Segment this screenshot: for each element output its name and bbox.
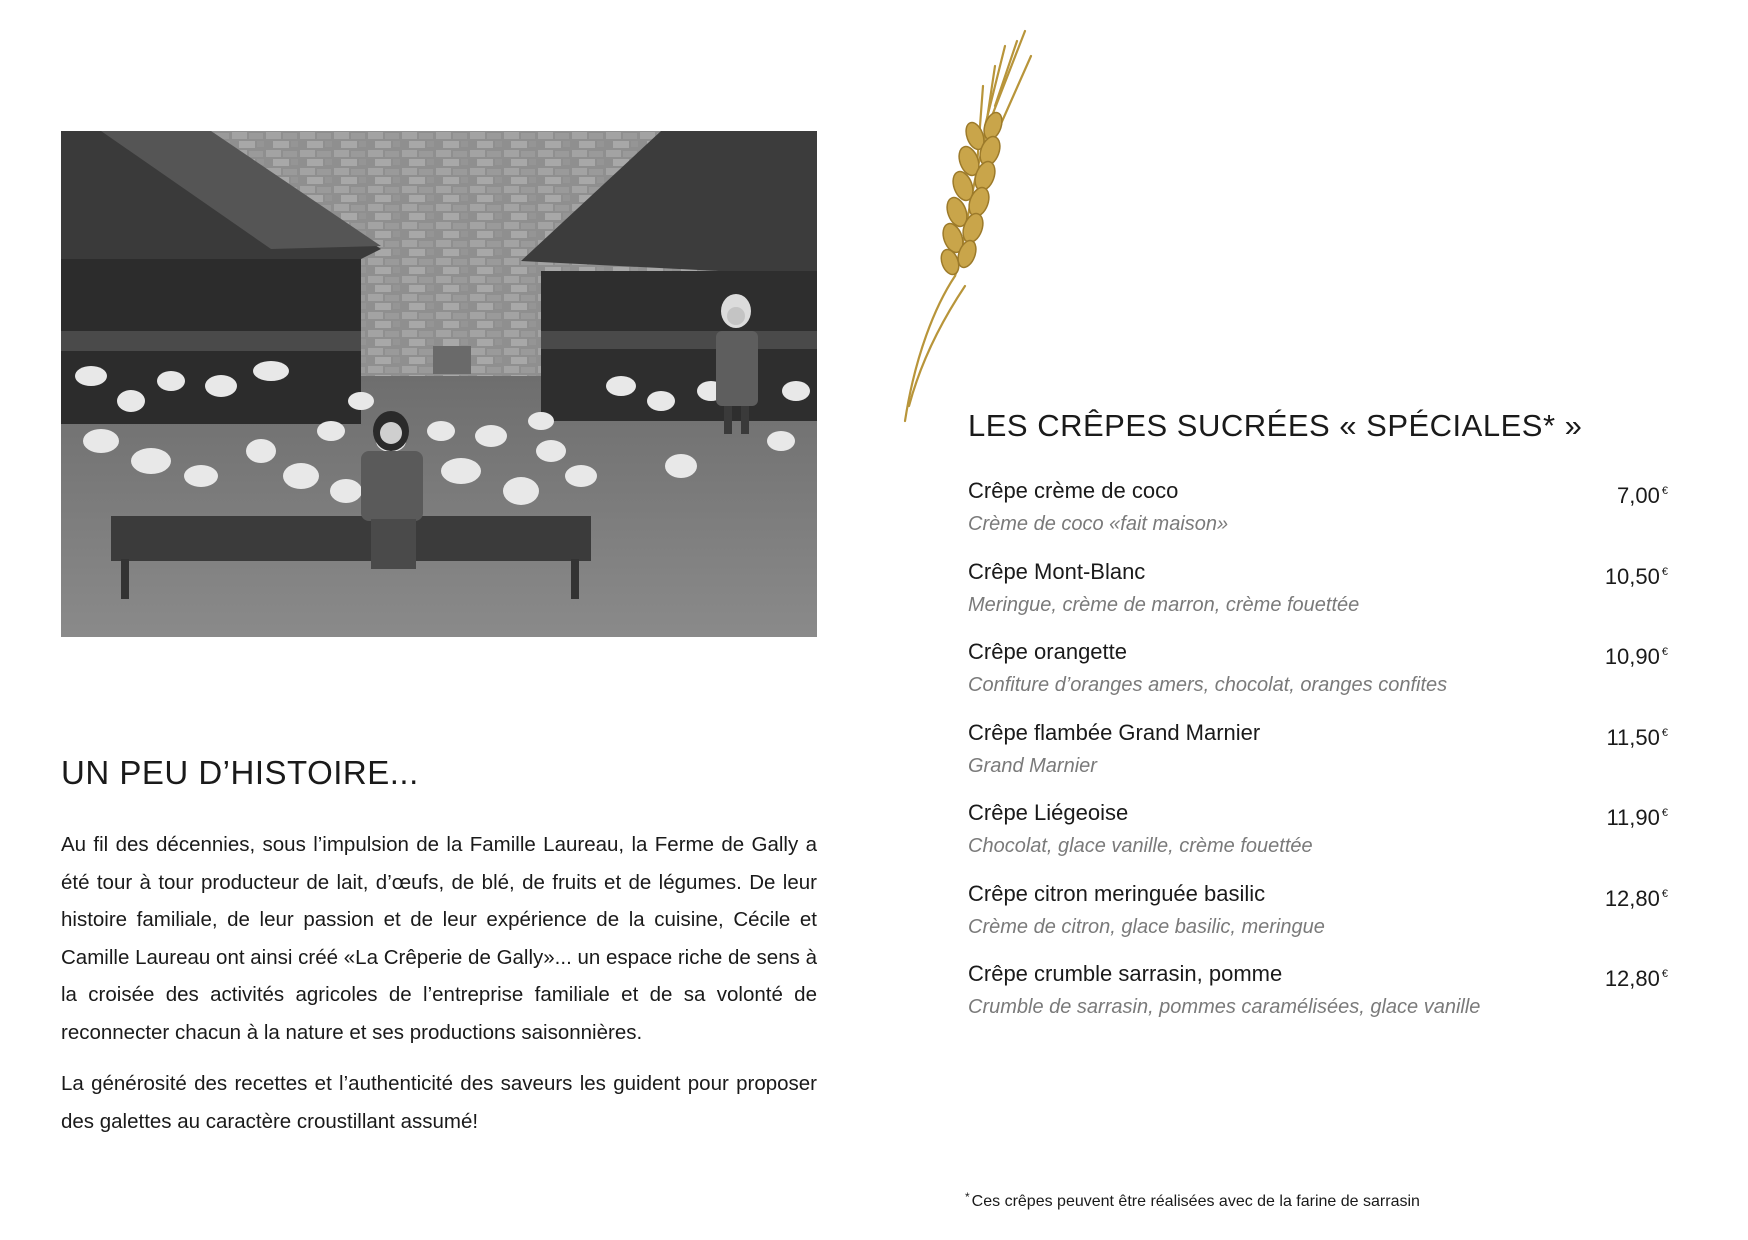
footnote-marker: * [965, 1190, 970, 1204]
history-paragraph: Au fil des décennies, sous l’impulsion de la Famille Laureau, la Ferme de Gally a été tour à tour producteur de lait, d’œufs, de blé, de fruits et de légumes. De leur histoire familiale, de leur passion et de leur expérience de la cuisine, Cécile et Camille Laureau ont ainsi créé «La Crêperie de Gally»... un espace riche de sens à la croisée des activités agricoles de l’entreprise familiale et de sa volonté de reconnecter chacun à la nature et ses productions saisonnières. [61, 833, 817, 1044]
item-price [1605, 957, 1668, 996]
item-name: Crêpe orangette [968, 639, 1127, 664]
menu-title: LES CRÊPES SUCRÉES « SPÉCIALES* » [968, 408, 1583, 443]
item-description: Crème de citron, glace basilic, meringue [968, 915, 1325, 938]
price-value: 10,90 [1604, 644, 1660, 669]
farm-photo-illustration [61, 131, 817, 637]
currency-symbol: € [1661, 887, 1668, 900]
currency-symbol: € [1661, 565, 1668, 578]
item-price [1606, 796, 1668, 835]
currency-symbol: € [1661, 968, 1668, 980]
item-price [1606, 716, 1668, 755]
price-value: 12,80 [1604, 966, 1660, 991]
item-price [1605, 877, 1668, 916]
item-description: Crumble de sarrasin, pommes caramélisées, glace vanille [968, 996, 1481, 1018]
menu-item [968, 957, 1668, 1038]
item-name: Crêpe citron meringuée basilic [968, 880, 1266, 906]
history-title: UN PEU D’HISTOIRE... [61, 754, 419, 791]
item-description: Meringue, crème de marron, crème fouettée [968, 593, 1360, 616]
menu-item [968, 877, 1668, 958]
item-description: Crème de coco «fait maison» [968, 513, 1229, 535]
currency-symbol: € [1661, 646, 1668, 658]
footnote-text: Ces crêpes peuvent être réalisées avec de la farine de sarrasin [971, 1193, 1420, 1210]
price-value: 12,80 [1604, 885, 1660, 911]
menu-item [968, 716, 1668, 797]
item-price [1617, 474, 1668, 513]
item-description: Confiture d’oranges amers, chocolat, oranges confites [968, 674, 1448, 696]
wheat-icon [895, 26, 1035, 426]
farm-photo [61, 131, 817, 637]
history-paragraph: La générosité des recettes et l’authenticité des saveurs les guident pour proposer des galettes au caractère croustillant assumé! [61, 1072, 817, 1133]
footnote [965, 1190, 1420, 1211]
item-name: Crêpe crumble sarrasin, pomme [968, 961, 1283, 986]
item-price [1605, 555, 1668, 594]
menu-list [968, 474, 1668, 1038]
price-value: 10,50 [1604, 563, 1660, 589]
item-name: Crêpe crème de coco [968, 478, 1179, 503]
item-description: Chocolat, glace vanille, crème fouettée [968, 835, 1313, 857]
menu-item [968, 555, 1668, 636]
menu-item [968, 635, 1668, 716]
item-price [1605, 635, 1668, 674]
item-name: Crêpe Mont-Blanc [968, 558, 1146, 584]
price-value: 7,00 [1617, 483, 1660, 508]
currency-symbol: € [1661, 726, 1668, 739]
item-description: Grand Marnier [968, 754, 1097, 777]
item-name: Crêpe flambée Grand Marnier [968, 719, 1261, 745]
price-value: 11,50 [1606, 724, 1660, 750]
item-name: Crêpe Liégeoise [968, 800, 1129, 825]
currency-symbol: € [1661, 807, 1668, 819]
menu-item [968, 474, 1668, 555]
menu-item [968, 796, 1668, 877]
price-value: 11,90 [1606, 805, 1660, 830]
currency-symbol: € [1661, 485, 1668, 497]
history-body [61, 826, 817, 1154]
